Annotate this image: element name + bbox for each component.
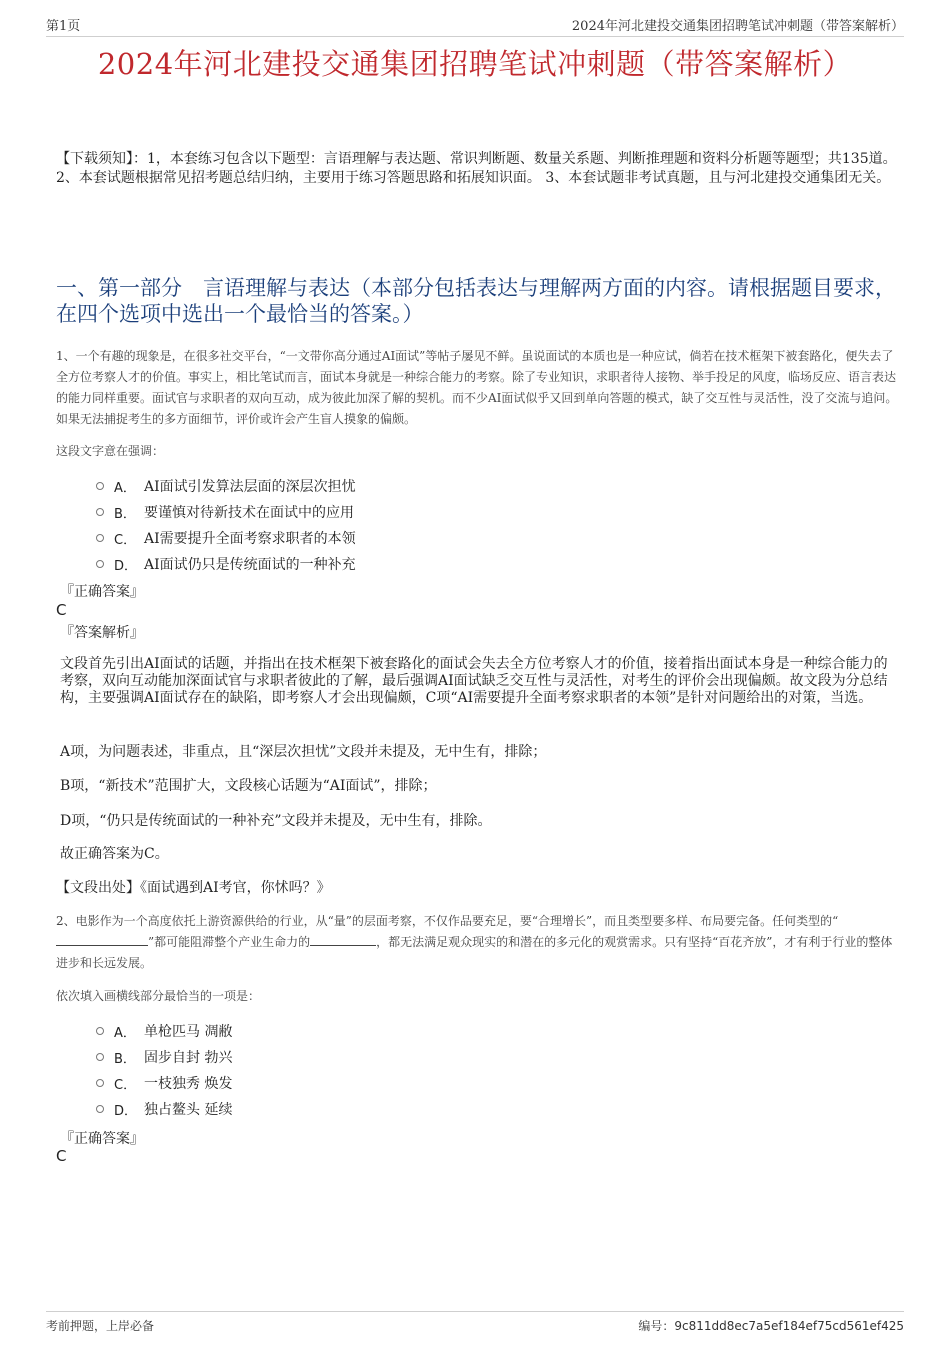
section-heading: 一、第一部分 言语理解与表达（本部分包括表达与理解两方面的内容。请根据题目要求，在四个选项中选出一个最恰当的答案。）: [56, 276, 896, 326]
page-number: 第1页: [46, 19, 81, 34]
document-title: 2024年河北建投交通集团招聘笔试冲刺题（带答案解析）: [97, 47, 853, 81]
analysis-conclusion: 故正确答案为C。: [60, 846, 169, 862]
radio-icon[interactable]: [96, 1105, 104, 1113]
radio-icon[interactable]: [96, 508, 104, 516]
option-text: 独占鳌头 延续: [144, 1102, 233, 1118]
correct-answer: C: [56, 601, 67, 619]
option-b[interactable]: B． 要谨慎对待新技术在面试中的应用: [96, 499, 356, 525]
analysis-label: 『答案解析』: [60, 625, 144, 641]
footer-slogan: 考前押题，上岸必备: [46, 1319, 155, 1333]
option-text: 一枝独秀 焕发: [144, 1076, 233, 1092]
option-a[interactable]: A． 单枪匹马 凋敝: [96, 1018, 232, 1044]
analysis-paragraph: 文段首先引出AI面试的话题，并指出在技术框架下被套路化的面试会失去全方位考察人才的价值，接着指出面试本身是一种综合能力的考察，双向互动能加深面试官与求职者彼此的了解，最后强调AI面试缺乏交互性与灵活性，对考生的评价会出现偏颇。故文段为分总结构，主要强调AI面试存在的缺陷，即考察人才会出现偏颇，C项“AI需要提升全面考察求职者的本领”是针对问题给出的对策，当选。: [60, 656, 888, 706]
question-2-prompt: 依次填入画横线部分最恰当的一项是：: [56, 989, 261, 1003]
document-code: 编号：9c811dd8ec7a5ef184ef75cd561ef425: [638, 1319, 904, 1333]
option-text: AI需要提升全面考察求职者的本领: [144, 531, 356, 547]
correct-answer: C: [56, 1147, 67, 1165]
option-text: 固步自封 勃兴: [144, 1050, 233, 1066]
blank-1[interactable]: [56, 933, 148, 946]
question-1-prompt: 这段文字意在强调：: [56, 444, 165, 458]
option-text: AI面试仍只是传统面试的一种补充: [144, 557, 356, 573]
radio-icon[interactable]: [96, 1027, 104, 1035]
option-text: 单枪匹马 凋敝: [144, 1024, 233, 1040]
question-1-options: [96, 473, 356, 577]
running-title: 2024年河北建投交通集团招聘笔试冲刺题（带答案解析）: [571, 19, 904, 34]
option-c[interactable]: C． AI需要提升全面考察求职者的本领: [96, 525, 356, 551]
correct-answer-label: 『正确答案』: [60, 584, 144, 600]
radio-icon[interactable]: [96, 534, 104, 542]
analysis-option-b: B项，“新技术”范围扩大，文段核心话题为“AI面试”，排除；: [60, 778, 437, 794]
option-a[interactable]: A． AI面试引发算法层面的深层次担忧: [96, 473, 356, 499]
option-text: AI面试引发算法层面的深层次担忧: [144, 479, 356, 495]
option-d[interactable]: D． 独占鳌头 延续: [96, 1096, 232, 1122]
option-b[interactable]: B． 固步自封 勃兴: [96, 1044, 232, 1070]
radio-icon[interactable]: [96, 560, 104, 568]
radio-icon[interactable]: [96, 1079, 104, 1087]
option-d[interactable]: D． AI面试仍只是传统面试的一种补充: [96, 551, 356, 577]
option-c[interactable]: C． 一枝独秀 焕发: [96, 1070, 232, 1096]
page-footer: [46, 1311, 904, 1334]
radio-icon[interactable]: [96, 482, 104, 490]
analysis-option-a: A项，为问题表述，非重点，且“深层次担忧”文段并未提及，无中生有，排除；: [60, 744, 547, 760]
page-header: [46, 14, 904, 37]
analysis-option-d: D项，“仍只是传统面试的一种补充”文段并未提及，无中生有，排除。: [60, 813, 492, 829]
option-text: 要谨慎对待新技术在面试中的应用: [144, 505, 354, 521]
correct-answer-label: 『正确答案』: [60, 1131, 144, 1147]
text-source: 【文段出处】《面试遇到AI考官，你怵吗？》: [56, 880, 331, 896]
download-notice: 【下载须知】：1，本套练习包含以下题型：言语理解与表达题、常识判断题、数量关系题、判断推理题和资料分析题等题型；共135道。 2、本套试题根据常见招考题总结归纳，主要用于练习答题思路和拓展知识面。 3、本套试题非考试真题，且与河北建投交通集团无关。: [56, 151, 897, 186]
question-1-text: 1、一个有趣的现象是，在很多社交平台，“一文带你高分通过AI面试”等帖子屡见不鲜。虽说面试的本质也是一种应试，倘若在技术框架下被套路化，便失去了全方位考察人才的价值。事实上，相比笔试而言，面试本身就是一种综合能力的考察。除了专业知识，求职者待人接物、举手投足的风度，临场反应、语言表达的能力同样重要。面试官与求职者的双向互动，成为彼此加深了解的契机。而不少AI面试似乎又回到单向答题的模式，缺了交互性与灵活性，没了交流与追问。如果无法捕捉考生的多方面细节，评价或许会产生盲人摸象的偏颇。: [56, 349, 898, 426]
radio-icon[interactable]: [96, 1053, 104, 1061]
question-2-options: [96, 1018, 232, 1122]
blank-2[interactable]: [310, 933, 376, 946]
question-2-text: 2、电影作为一个高度依托上游资源供给的行业，从“量”的层面考察，不仅作品要充足，要“合理增长”，而且类型要多样、布局要完备。任何类型的“”都可能阻滞整个产业生命力的 ，都无法满足观众现实的和潜在的多元化的观赏需求。只有坚持“百花齐放”，才有利于行业的整体进步和长远发展。: [56, 914, 893, 970]
